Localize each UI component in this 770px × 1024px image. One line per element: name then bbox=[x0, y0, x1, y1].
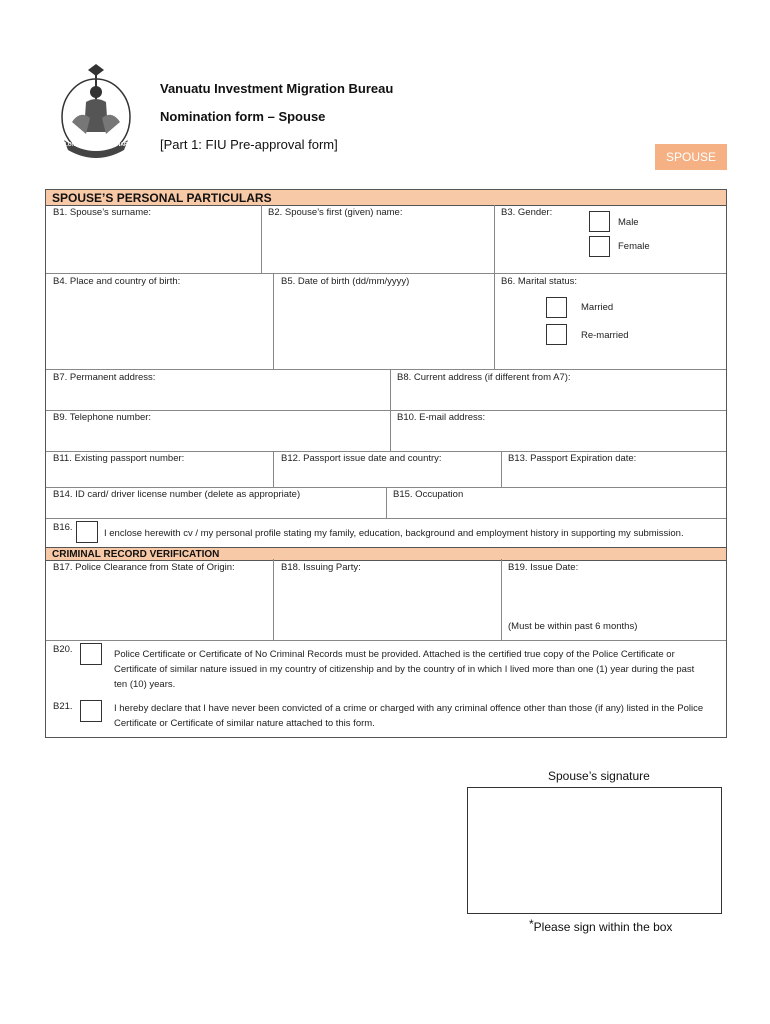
coat-of-arms-logo bbox=[50, 62, 142, 162]
b16-text: I enclose herewith cv / my personal profile stating my family, education, background and employment history in supporting my submission. bbox=[104, 528, 684, 539]
b20-text: Police Certificate or Certificate of No Criminal Records must be provided. Attached is the certified true copy of the Police Certificate or Certificate of similar nature issued in my country of citizenship and by the country of in which I lived more than one (1) year during the past ten (10) years. bbox=[114, 649, 695, 690]
spouse-badge: SPOUSE bbox=[655, 144, 727, 170]
marital-married-checkbox[interactable] bbox=[546, 297, 567, 318]
b10-label: B10. E-mail address: bbox=[397, 412, 486, 423]
b3-label: B3. Gender: bbox=[501, 207, 553, 218]
b6-label: B6. Marital status: bbox=[501, 276, 578, 287]
b12-label: B12. Passport issue date and country: bbox=[281, 453, 442, 464]
signature-label: Spouse’s signature bbox=[548, 769, 650, 783]
b16-label: B16. bbox=[53, 522, 73, 533]
b21-checkbox[interactable] bbox=[80, 700, 102, 722]
form-part: [Part 1: FIU Pre-approval form] bbox=[160, 137, 338, 152]
gender-female-checkbox[interactable] bbox=[589, 236, 610, 257]
b19-label: B19. Issue Date: bbox=[508, 562, 579, 573]
form-title: Nomination form – Spouse bbox=[160, 109, 326, 124]
b1-label: B1. Spouse’s surname: bbox=[53, 207, 152, 218]
b21-text: I hereby declare that I have never been convicted of a crime or charged with any criminal offence other than those (if any) listed in the Police Certificate or Certificate of similar nature attached to this form. bbox=[114, 703, 704, 729]
signature-box[interactable] bbox=[467, 787, 722, 914]
section-title: CRIMINAL RECORD VERIFICATION bbox=[52, 549, 220, 560]
signature-note-text: Please sign within the box bbox=[533, 920, 673, 934]
b14-label: B14. ID card/ driver license number (delete as appropriate) bbox=[53, 489, 301, 500]
b11-label: B11. Existing passport number: bbox=[53, 453, 185, 464]
b15-label: B15. Occupation bbox=[393, 489, 464, 500]
b21-label: B21. bbox=[53, 701, 73, 712]
b20-label: B20. bbox=[53, 644, 73, 655]
gender-male-label: Male bbox=[618, 217, 639, 228]
b9-label: B9. Telephone number: bbox=[53, 412, 152, 423]
b16-checkbox[interactable] bbox=[76, 521, 98, 543]
section-personal-particulars-header bbox=[46, 190, 726, 206]
b20-checkbox[interactable] bbox=[80, 643, 102, 665]
b5-label: B5. Date of birth (dd/mm/yyyy) bbox=[281, 276, 410, 287]
section-title: SPOUSE’S PERSONAL PARTICULARS bbox=[52, 191, 272, 205]
section-criminal-record-header bbox=[46, 547, 726, 561]
gender-female-label: Female bbox=[618, 241, 650, 252]
marital-married-label: Married bbox=[581, 302, 614, 313]
b7-label: B7. Permanent address: bbox=[53, 372, 156, 383]
gender-male-checkbox[interactable] bbox=[589, 211, 610, 232]
b4-label: B4. Place and country of birth: bbox=[53, 276, 181, 287]
nomination-form bbox=[45, 189, 727, 738]
b2-label: B2. Spouse’s first (given) name: bbox=[268, 207, 403, 218]
marital-remarried-label: Re-married bbox=[581, 330, 629, 341]
b8-label: B8. Current address (if different from A7): bbox=[397, 372, 571, 383]
b19-note: (Must be within past 6 months) bbox=[508, 621, 638, 632]
b13-label: B13. Passport Expiration date: bbox=[508, 453, 637, 464]
b18-label: B18. Issuing Party: bbox=[281, 562, 361, 573]
marital-remarried-checkbox[interactable] bbox=[546, 324, 567, 345]
logo-motto: LONG GOD YUMI STANAP bbox=[64, 142, 128, 148]
signature-note-mark: * bbox=[529, 917, 534, 931]
b17-label: B17. Police Clearance from State of Origin: bbox=[53, 562, 235, 573]
bureau-title: Vanuatu Investment Migration Bureau bbox=[160, 81, 394, 96]
signature-note bbox=[529, 917, 672, 934]
